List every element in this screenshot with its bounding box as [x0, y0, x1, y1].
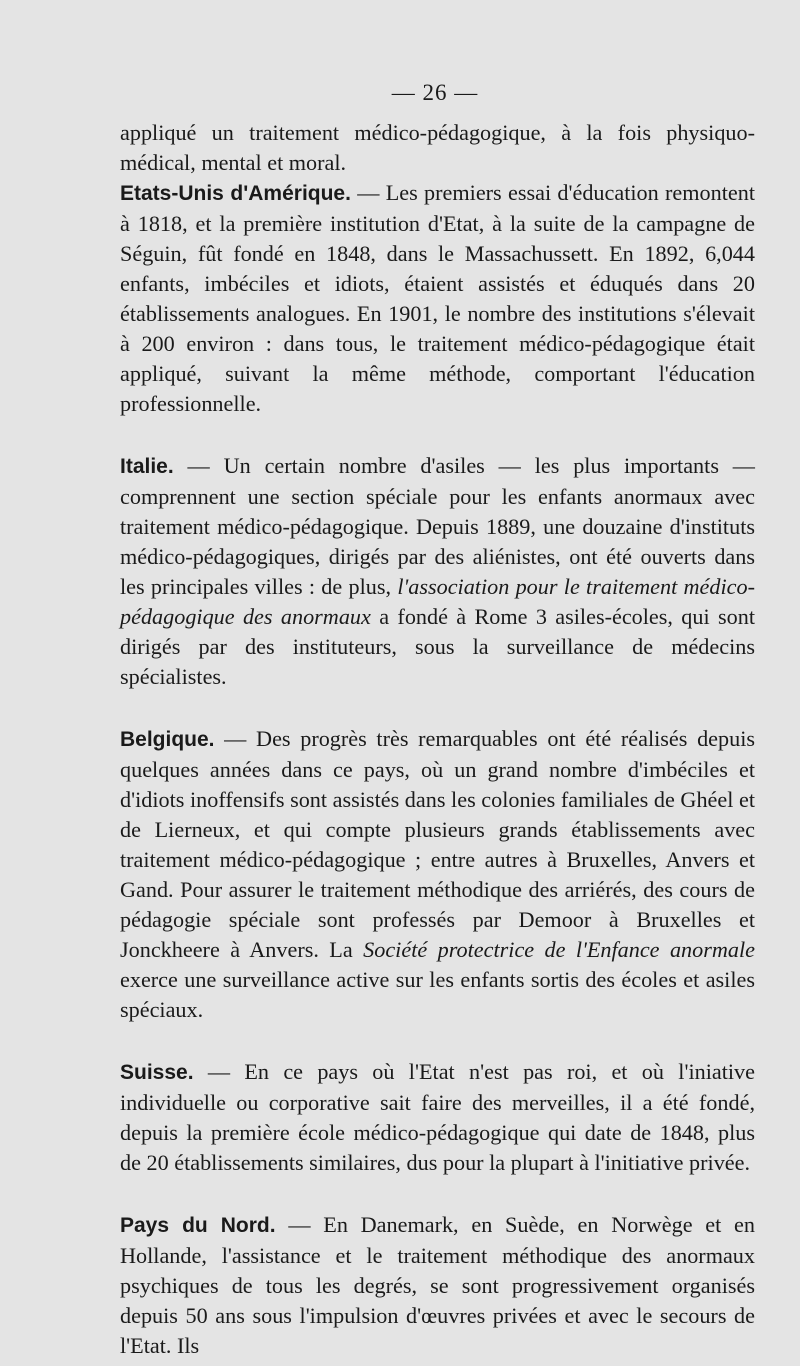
paragraph-intro: [120, 118, 755, 178]
paragraph-text: — Un certain nombre d'asiles — les plus importants — comprennent une section spéciale pour les enfants anormaux avec traitement médico-pédagogique. Depuis 1889, une douzaine d'instituts médico-pédagogiques, dirigés par des aliénistes, ont été ouverts dans les principales villes : de plus,: [120, 453, 755, 599]
body-text: [120, 118, 755, 1361]
paragraph-etats-unis: [120, 178, 755, 419]
page-number: — 26 —: [391, 80, 479, 105]
paragraph-text: exerce une surveillance active sur les enfants sortis des écoles et asiles spéciaux.: [120, 967, 755, 1022]
italic-title: Société protectrice de l'Enfance anormale: [363, 937, 755, 962]
section-heading-belgique: Belgique.: [120, 728, 215, 751]
paragraph-text: appliqué un traitement médico-pédagogique, à la fois physiquo-médical, mental et moral.: [120, 120, 755, 175]
paragraph-pays-du-nord: [120, 1210, 755, 1361]
section-heading-suisse: Suisse.: [120, 1061, 194, 1084]
section-heading-etats-unis: Etats-Unis d'Amérique.: [120, 182, 351, 205]
paragraph-text: — En Danemark, en Suède, en Norwège et en Hollande, l'assistance et le traitement méthodique des anormaux psychiques de tous les degrés, se sont progressivement organisés depuis 50 ans sous l'impulsion d'œuvres privées et avec le secours de l'Etat. Ils: [120, 1212, 755, 1358]
section-heading-pays-du-nord: Pays du Nord.: [120, 1214, 276, 1237]
paragraph-text: — Les premiers essai d'éducation remontent à 1818, et la première institution d'Etat, à la suite de la campagne de Séguin, fût fondé en 1848, dans le Massachussett. En 1892, 6,044 enfants, imbéciles et idiots, étaient assistés et éduqués dans 20 établissements analogues. En 1901, le nombre des institutions s'élevait à 200 environ : dans tous, le traitement médico-pédagogique était appliqué, suivant la même méthode, comportant l'éducation professionnelle.: [120, 180, 755, 416]
paragraph-text: a fondé à Rome 3 asiles-écoles, qui sont dirigés par des instituteurs, sous la surveillance de médecins spécialistes.: [120, 604, 755, 689]
paragraph-suisse: [120, 1057, 755, 1178]
paragraph-belgique: [120, 724, 755, 1025]
paragraph-text: — Des progrès très remarquables ont été réalisés depuis quelques années dans ce pays, où un grand nombre d'imbéciles et d'idiots inoffensifs sont assistés dans les colonies familiales de Ghéel et de Lierneux, et qui compte plusieurs grands établissements avec traitement médico-pédagogique ; entre autres à Bruxelles, Anvers et Gand. Pour assurer le traitement méthodique des arriérés, des cours de pédagogie spéciale sont professés par Demoor à Bruxelles et Jonckheere à Anvers. La: [120, 726, 755, 962]
paragraph-text: — En ce pays où l'Etat n'est pas roi, et où l'iniative individuelle ou corporative sait faire des merveilles, il a été fondé, depuis la première école médico-pédagogique qui date de 1848, plus de 20 établissements similaires, dus pour la plupart à l'initiative privée.: [120, 1059, 755, 1175]
paragraph-italie: [120, 451, 755, 692]
italic-title: l'association pour le traitement médico-pédagogique des anormaux: [120, 574, 755, 629]
section-heading-italie: Italie.: [120, 455, 174, 478]
